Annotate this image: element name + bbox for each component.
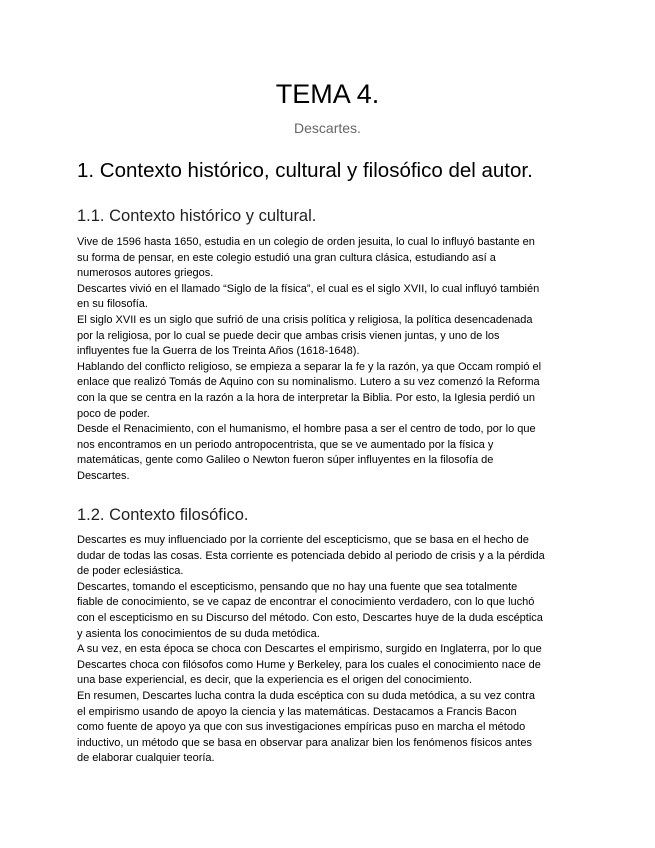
document-title: TEMA 4. <box>275 79 380 109</box>
body-line: influyentes fue la Guerra de los Treinta Años (1618-1648). <box>77 345 360 358</box>
body-line: A su vez, en esta época se choca con Descartes el empirismo, surgido en Inglaterra, por lo que <box>77 643 542 656</box>
body-line: dudar de todas las cosas. Esta corriente es potenciada debido al periodo de crisis y a la pérdida <box>77 549 545 562</box>
body-line: Descartes choca con filósofos como Hume y Berkeley, para los cuales el conocimiento nace de <box>77 658 541 671</box>
body-line: por la religiosa, por lo cual se puede decir que ambas crisis vienen juntas, y uno de los <box>77 329 500 342</box>
body-line: Vive de 1596 hasta 1650, estudia en un colegio de orden jesuita, lo cual lo influyó bastante en <box>77 236 535 248</box>
section-heading-historical: 1.1. Contexto histórico y cultural. <box>77 207 317 225</box>
body-line: En resumen, Descartes lucha contra la duda escéptica con su duda metódica, a su vez contra <box>77 689 535 702</box>
body-line: El siglo XVII es un siglo que sufrió de una crisis política y religiosa, la política desencadenada <box>77 313 533 326</box>
body-line: de poder eclesiástica. <box>77 565 184 578</box>
body-line: en su filosofía. <box>77 298 148 311</box>
body-line: Descartes es muy influenciado por la corriente del escepticismo, que se basa en el hecho de <box>77 534 529 546</box>
body-line: enlace que realizó Tomás de Aquino con su nominalismo. Lutero a su vez comenzó la Reforma <box>77 376 540 389</box>
body-line: Descartes vivió en el llamado “Siglo de la física”, el cual es el siglo XVII, lo cual influyó también <box>77 282 540 295</box>
body-line: de elaborar cualquier teoría. <box>77 752 215 765</box>
body-line: matemáticas, gente como Galileo o Newton fueron súper influyentes en la filosofía de <box>77 454 494 467</box>
body-line: numerosos autores griegos. <box>77 267 214 280</box>
body-line: Descartes. <box>77 469 130 482</box>
document-subtitle: Descartes. <box>294 120 361 136</box>
section-body-historical <box>77 235 577 485</box>
section-body-philosophical <box>77 533 577 767</box>
body-line: con la que se centra en la razón a la hora de interpretar la Biblia. Por esto, la Iglesia perdió un <box>77 391 535 404</box>
section-heading-philosophical: 1.2. Contexto filosófico. <box>77 506 249 524</box>
body-line: Desde el Renacimiento, con el humanismo, el hombre pasa a ser el centro de todo, por lo que <box>77 423 536 436</box>
body-line: su forma de pensar, en este colegio estudió una gran cultura clásica, estudiando así a <box>77 251 496 264</box>
main-heading: 1. Contexto histórico, cultural y filosófico del autor. <box>77 159 533 182</box>
body-line: y asienta los conocimientos de su duda metódica. <box>77 627 320 640</box>
body-line: como fuente de apoyo ya que con sus investigaciones empíricas puso en marcha el método <box>77 721 526 734</box>
body-line: el empirismo usando de apoyo la ciencia y las matemáticas. Destacamos a Francis Bacon <box>77 705 517 718</box>
body-line: fiable de conocimiento, se ve capaz de encontrar el conocimiento verdadero, con lo que luchó <box>77 596 535 609</box>
body-line: una base experiencial, es decir, que la experiencia es el origen del conocimiento. <box>77 674 473 687</box>
body-line: poco de poder. <box>77 407 150 420</box>
body-line: inductivo, un método que se basa en observar para analizar bien los fenómenos físicos antes <box>77 736 532 749</box>
body-line: nos encontramos en un periodo antropocentrista, que se ve aumentado por la física y <box>77 438 494 451</box>
body-line: con el escepticismo en su Discurso del método. Con esto, Descartes huye de la duda escéptica <box>77 611 543 624</box>
body-line: Descartes, tomando el escepticismo, pensando que no hay una fuente que sea totalmente <box>77 580 518 593</box>
body-line: Hablando del conflicto religioso, se empieza a separar la fe y la razón, ya que Occam rompió el <box>77 360 542 373</box>
